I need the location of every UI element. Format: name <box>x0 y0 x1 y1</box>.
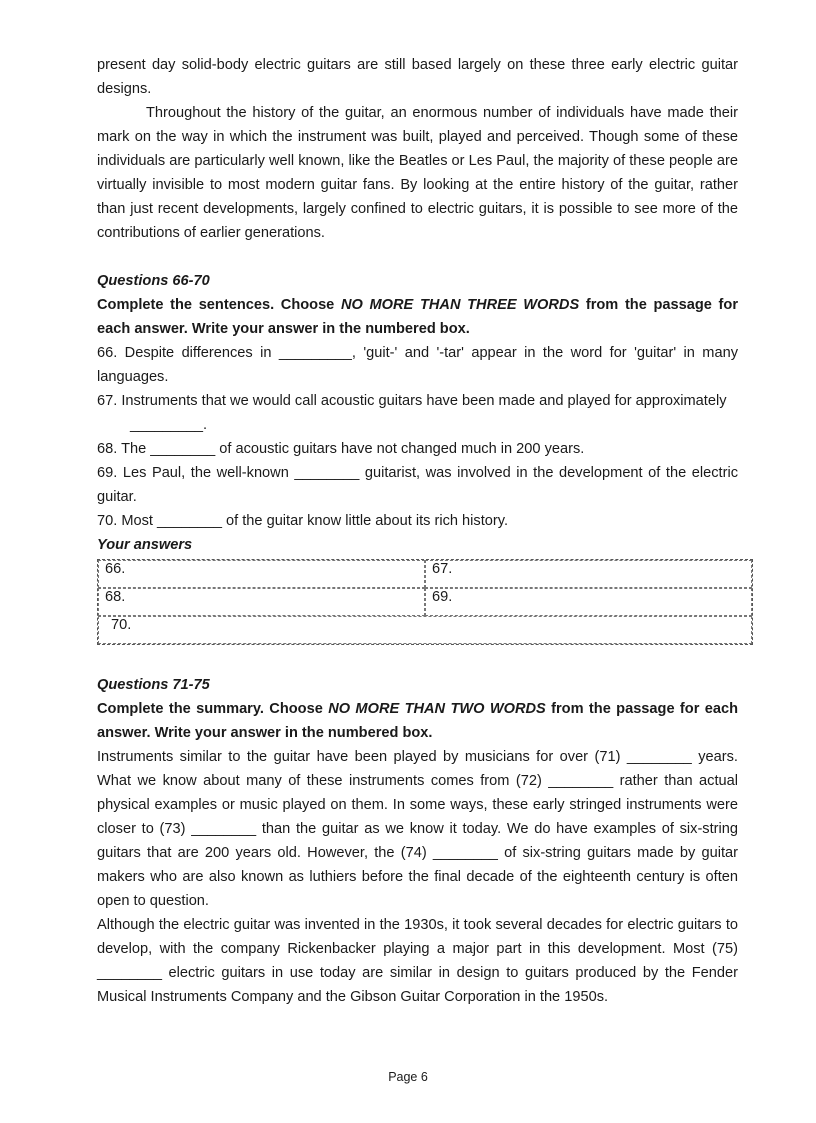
question-67: 67. Instruments that we would call acoustic guitars have been made and played for approximately <box>97 393 727 409</box>
answer-box-66[interactable]: 66. <box>98 560 425 588</box>
section-title-66-70: Questions 66-70 <box>97 273 210 289</box>
answer-box-69[interactable]: 69. <box>425 588 752 616</box>
instructions-part-a: Complete the sentences. Choose <box>97 297 341 313</box>
question-69: 69. Les Paul, the well-known ________ guitarist, was involved in the development of the electric guitar. <box>97 465 738 505</box>
instructions-part-a: Complete the summary. Choose <box>97 701 329 717</box>
instructions-71-75 <box>97 697 738 745</box>
answer-box-67[interactable]: 67. <box>425 560 752 588</box>
intro-paragraph-2: Throughout the history of the guitar, an enormous number of individuals have made their mark on the way in which the instrument was built, played and perceived. Though some of these individuals are particularly well known, like the Beatles or Les Paul, the majority of these people are virtually invisible to most modern guitar fans. By looking at the entire history of the guitar, rather than just recent developments, largely confined to electric guitars, it is possible to see more of the contributions of earlier generations. <box>97 105 738 241</box>
question-67-blank: _________. <box>130 417 208 433</box>
instructions-word-limit: NO MORE THAN TWO WORDS <box>328 701 546 717</box>
answer-table <box>97 559 753 645</box>
answer-row <box>98 616 752 644</box>
section-title-71-75: Questions 71-75 <box>97 677 210 693</box>
instructions-part-c: from the passage for each answer. Write your answer in the numbered box. <box>97 297 739 337</box>
intro-paragraph-1: present day solid-body electric guitars are still based largely on these three early electric guitar designs. <box>97 57 738 97</box>
answer-row <box>98 588 752 616</box>
instructions-part-c: from the passage for each answer. Write your answer in the numbered box. <box>97 701 738 741</box>
page-number: Page 6 <box>388 1070 428 1084</box>
question-70: 70. Most ________ of the guitar know little about its rich history. <box>97 513 509 529</box>
summary-paragraph-2: Although the electric guitar was invented in the 1930s, it took several decades for electric guitars to develop, with the company Rickenbacker playing a major part in this development. Most (75) ________ electric guitars in use today are similar in design to guitars produced by the Fender Musical Instruments Company and the Gibson Guitar Corporation in the 1950s. <box>97 917 738 1005</box>
instructions-word-limit: NO MORE THAN THREE WORDS <box>340 297 580 313</box>
question-66: 66. Despite differences in _________, 'guit-' and '-tar' appear in the word for 'guitar' in many languages. <box>97 345 738 385</box>
spacer <box>97 245 738 269</box>
answer-row <box>98 560 752 588</box>
answer-box-68[interactable]: 68. <box>98 588 425 616</box>
answers-title: Your answers <box>97 537 193 553</box>
answer-box-70[interactable]: 70. <box>98 616 752 644</box>
instructions-66-70 <box>97 293 738 341</box>
summary-paragraph-1: Instruments similar to the guitar have been played by musicians for over (71) ________ years. What we know about many of these instruments comes from (72) ________ rather than actual physical examples or music played on them. In some ways, these early stringed instruments were closer to (73) ________ than the guitar as we know it today. We do have examples of six-string guitars that are 200 years old. However, the (74) ________ of six-string guitars made by guitar makers who are also known as luthiers before the final decade of the eighteenth century is often open to question. <box>97 749 738 909</box>
page-content <box>97 53 738 1009</box>
question-68: 68. The ________ of acoustic guitars have not changed much in 200 years. <box>97 441 585 457</box>
